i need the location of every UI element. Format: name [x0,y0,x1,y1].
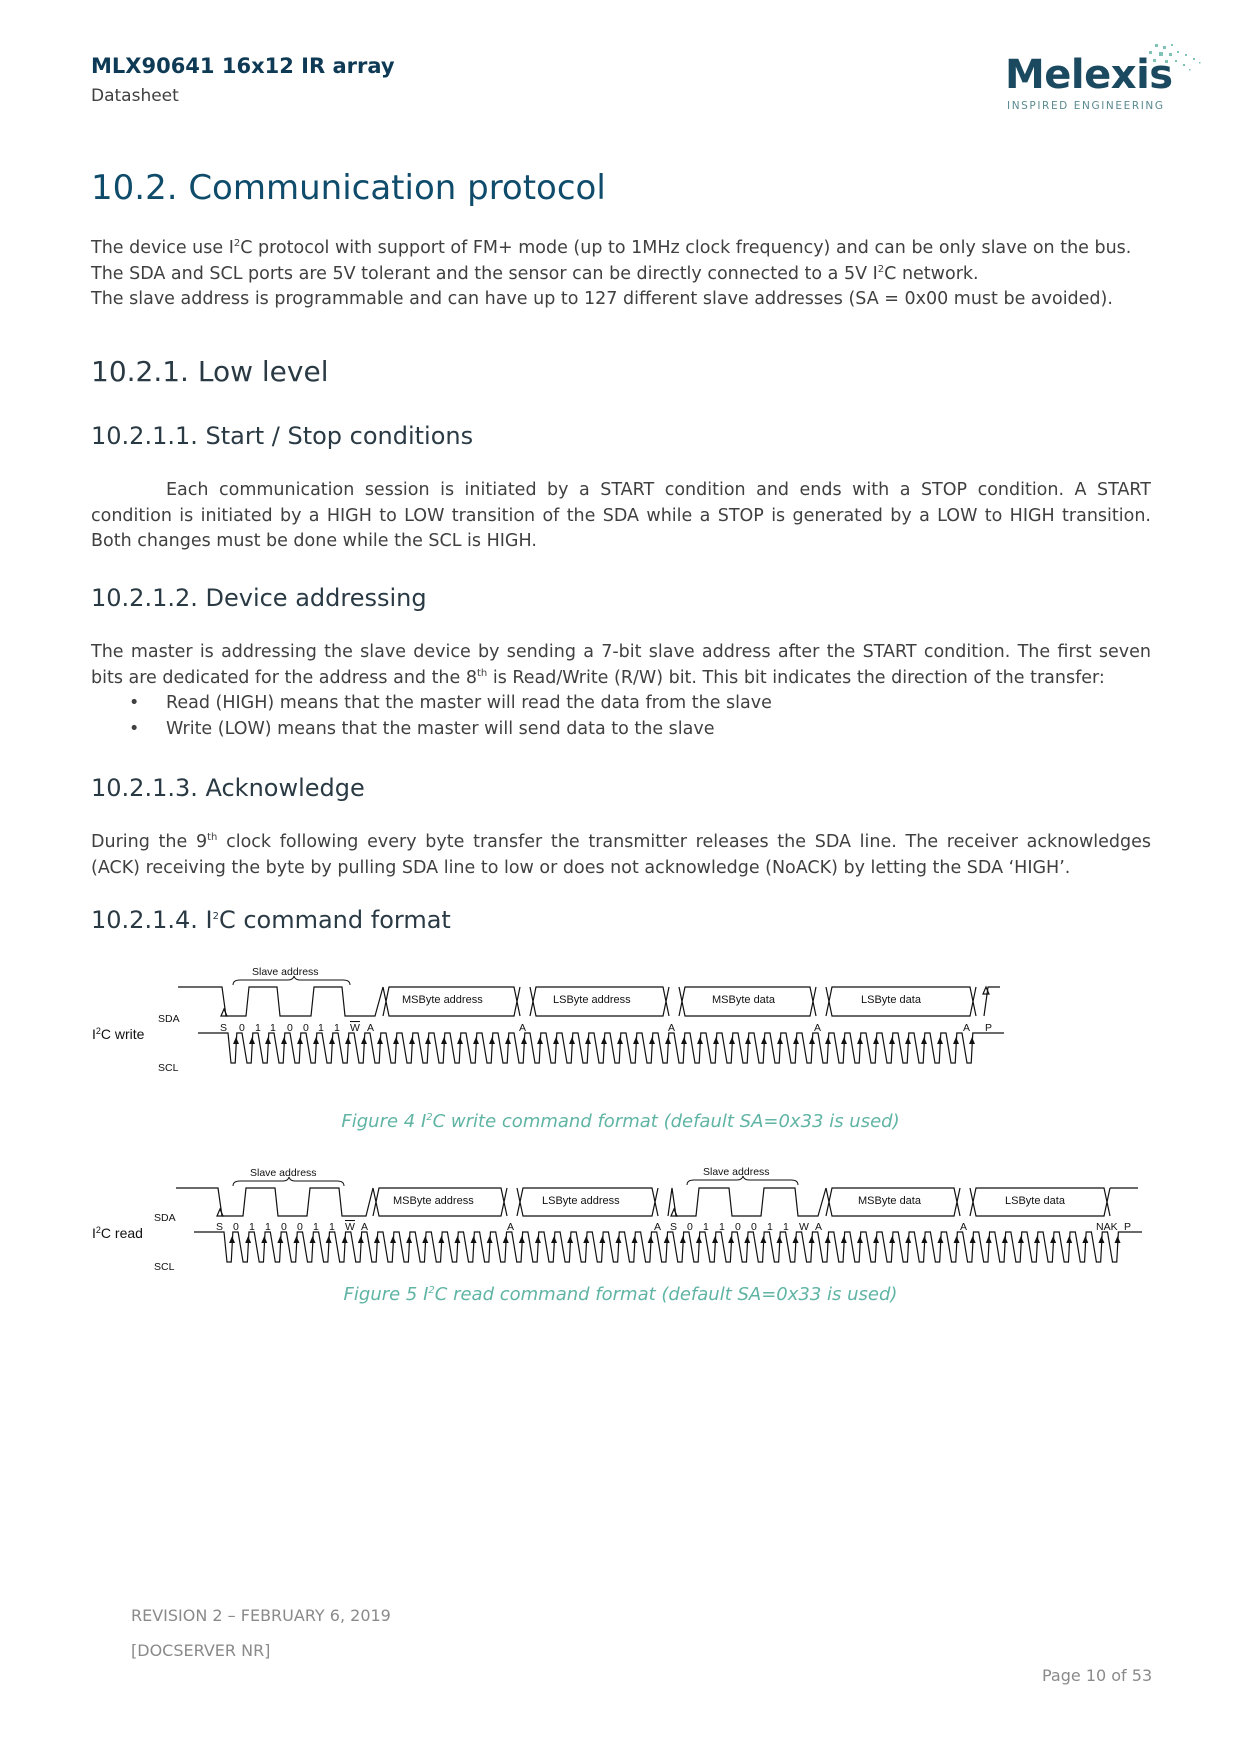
command-format-title-b: C command format [218,906,451,934]
document-title: MLX90641 16x12 IR array [91,54,395,78]
write-box-msbyte-data: MSByte data [712,994,775,1006]
write-label: $I^2C$ write [92,1026,145,1042]
write-bit: W [350,1022,360,1034]
i2c-write-diagram [0,960,1241,1090]
clock-arrow-icon [954,1236,960,1243]
clock-arrow-icon [425,1037,431,1044]
write-bit: S [220,1022,228,1034]
clock-arrow-icon [585,1037,591,1044]
clock-arrow-icon [745,1037,751,1044]
clock-arrow-icon [696,1236,702,1243]
write-box-msbyte-address: MSByte address [402,994,483,1006]
clock-arrow-icon [422,1236,428,1243]
clock-arrow-icon [454,1236,460,1243]
clock-arrow-icon [986,1236,992,1243]
intro-paragraph [91,236,1151,313]
intro-line3: The slave address is programmable and can have up to 127 different slave addresses (SA = 0x00 must be avoided). [91,289,1113,309]
clock-arrow-icon [233,1037,239,1044]
sda-waveform [176,1188,373,1216]
melexis-logo [1005,42,1205,117]
read-box-msbyte-data: MSByte data [858,1195,921,1207]
clock-arrow-icon [569,1037,575,1044]
clock-arrow-icon [729,1037,735,1044]
intro-sup: 2 [233,238,241,250]
clock-arrow-icon [921,1037,927,1044]
read-bit: A [815,1221,823,1233]
write-bit: 0 [303,1022,309,1034]
clock-arrow-icon [599,1236,605,1243]
write-box-lsbyte-address: LSByte address [553,994,631,1006]
clock-arrow-icon [776,1236,782,1243]
clock-arrow-icon [1034,1236,1040,1243]
acknowledge-paragraph [91,830,1151,881]
write-scl-line [198,1033,1004,1063]
clock-arrow-icon [313,1037,319,1044]
write-bit: 1 [255,1022,261,1034]
list-item: • Read (HIGH) means that the master will read the data from the slave [91,690,1151,716]
clock-arrow-icon [809,1236,815,1243]
clock-arrow-icon [393,1037,399,1044]
clock-arrow-icon [473,1037,479,1044]
clock-arrow-icon [281,1037,287,1044]
clock-arrow-icon [857,1037,863,1044]
clock-arrow-icon [793,1236,799,1243]
write-bit: 0 [239,1022,245,1034]
clock-arrow-icon [744,1236,750,1243]
clock-arrow-icon [681,1037,687,1044]
read-stop: P [1124,1221,1132,1233]
clock-arrow-icon [649,1037,655,1044]
logo-word: Melexis [1005,52,1173,98]
clock-arrow-icon [648,1236,654,1243]
addressing-sup: th [477,667,488,679]
write-bit: 1 [270,1022,276,1034]
clock-arrow-icon [377,1037,383,1044]
clock-arrow-icon [406,1236,412,1243]
clock-arrow-icon [793,1037,799,1044]
read-sda-label: SDA [154,1212,176,1224]
intro-line2-a: The SDA and SCL ports are 5V tolerant and the sensor can be directly connected to a 5V I [91,263,878,284]
clock-arrow-icon [310,1236,316,1243]
intro-line1-b: C protocol with support of FM+ mode (up to 1MHz clock frequency) and can be only slave on the bus. [240,238,1132,258]
clock-arrow-icon [760,1236,766,1243]
write-clock-arrows [233,1037,975,1044]
write-bit: 1 [334,1022,340,1034]
intro-line2-b: C network. [884,263,979,284]
read-slave-address-1-label: Slave address [250,1167,317,1179]
read-bit: W [799,1221,809,1233]
read-label: $I^2C$ read [92,1225,143,1241]
clock-arrow-icon [664,1236,670,1243]
clock-arrow-icon [713,1037,719,1044]
clock-arrow-icon [265,1037,271,1044]
clock-arrow-icon [551,1236,557,1243]
clock-arrow-icon [342,1236,348,1243]
clock-arrow-icon [889,1037,895,1044]
read-bit: 1 [329,1221,335,1233]
clock-arrow-icon [471,1236,477,1243]
read-bit: 1 [265,1221,271,1233]
clock-arrow-icon [293,1236,299,1243]
scl-waveform [198,1033,1004,1063]
read-bit: 0 [735,1221,741,1233]
clock-arrow-icon [857,1236,863,1243]
clock-arrow-icon [632,1236,638,1243]
figure-4-caption-a: Figure 4 I [341,1111,427,1132]
clock-arrow-icon [358,1236,364,1243]
read-box-lsbyte-address: LSByte address [542,1195,620,1207]
clock-arrow-icon [537,1037,543,1044]
clock-arrow-icon [229,1236,235,1243]
start-stop-paragraph: Each communication session is initiated by a START condition and ends with a STOP condition. A START condition is initiated by a HIGH to LOW transition of the SDA while a STOP is generated by a LOW to HIGH transition. Both changes must be done while the SCL is HIGH. [91,480,1151,551]
clock-arrow-icon [583,1236,589,1243]
write-bit: 0 [287,1022,293,1034]
clock-arrow-icon [761,1037,767,1044]
write-sda-label: SDA [158,1013,180,1025]
write-ack: A [814,1022,822,1034]
read-box-msbyte-address: MSByte address [393,1195,474,1207]
clock-arrow-icon [374,1236,380,1243]
heading-acknowledge: 10.2.1.3. Acknowledge [91,774,365,802]
clock-arrow-icon [457,1037,463,1044]
heading-device-addressing: 10.2.1.2. Device addressing [91,584,427,612]
i2c-read-diagram [0,1160,1241,1290]
figure-4-caption [0,1111,1241,1132]
read-sda-line [176,1188,1138,1216]
figure-4-sup: 2 [426,1112,433,1123]
clock-arrow-icon [889,1236,895,1243]
scl-waveform [194,1232,1142,1262]
figure-4-caption-b: C write command format (default SA=0x33 is used) [432,1111,900,1132]
read-bit-labels [216,1221,1131,1233]
read-bit: W [345,1221,355,1233]
clock-arrow-icon [841,1037,847,1044]
clock-arrow-icon [503,1236,509,1243]
heading-command-format [91,906,451,934]
document-subtitle: Datasheet [91,86,179,106]
clock-arrow-icon [261,1236,267,1243]
list-item: • Write (LOW) means that the master will send data to the slave [91,716,1151,742]
read-bit: 0 [687,1221,693,1233]
read-bit: 0 [297,1221,303,1233]
addressing-text-b: is Read/Write (R/W) bit. This bit indicates the direction of the transfer: [487,667,1105,688]
read-ack: A [507,1221,515,1233]
read-bit: 1 [783,1221,789,1233]
read-bit: S [670,1221,678,1233]
clock-arrow-icon [519,1236,525,1243]
clock-arrow-icon [535,1236,541,1243]
clock-arrow-icon [1050,1236,1056,1243]
clock-arrow-icon [1066,1236,1072,1243]
clock-arrow-icon [841,1236,847,1243]
write-stop: P [985,1022,993,1034]
clock-arrow-icon [680,1236,686,1243]
subsection-title-low-level: 10.2.1. Low level [91,355,329,388]
footer-docserver: [DOCSERVER NR] [131,1641,271,1660]
read-box-lsbyte-data: LSByte data [1005,1195,1065,1207]
read-bit: 1 [249,1221,255,1233]
figure-5-caption [0,1284,1241,1305]
clock-arrow-icon [905,1037,911,1044]
logo-tagline: INSPIRED ENGINEERING [1007,100,1165,112]
read-bit: 0 [751,1221,757,1233]
figure-5-sup: 2 [428,1285,435,1296]
section-title: 10.2. Communication protocol [91,168,606,208]
clock-arrow-icon [809,1037,815,1044]
clock-arrow-icon [329,1037,335,1044]
clock-arrow-icon [441,1037,447,1044]
clock-arrow-icon [1082,1236,1088,1243]
clock-arrow-icon [633,1037,639,1044]
read-scl-line [194,1232,1142,1262]
clock-arrow-icon [1098,1236,1104,1243]
clock-arrow-icon [553,1037,559,1044]
clock-arrow-icon [921,1236,927,1243]
clock-arrow-icon [712,1236,718,1243]
clock-arrow-icon [361,1037,367,1044]
clock-arrow-icon [249,1037,255,1044]
clock-arrow-icon [601,1037,607,1044]
clock-arrow-icon [825,1236,831,1243]
footer-revision: REVISION 2 – FEBRUARY 6, 2019 [131,1606,391,1625]
sda-waveform [178,987,383,1016]
clock-arrow-icon [937,1037,943,1044]
sda-stop [984,987,1000,1016]
acknowledge-text-b: clock following every byte transfer the transmitter releases the SDA line. The receiver acknowledges (ACK) receiving the byte by pulling SDA line to low or does not acknowledge (NoACK) by letting the SDA ‘HIGH’. [91,832,1151,878]
clock-arrow-icon [217,1209,223,1216]
write-bit: A [367,1022,375,1034]
read-slave-address-2-label: Slave address [703,1166,770,1178]
clock-arrow-icon [326,1236,332,1243]
clock-arrow-icon [1115,1236,1121,1243]
clock-arrow-icon [409,1037,415,1044]
read-bit: S [216,1221,224,1233]
read-ack: A [960,1221,968,1233]
clock-arrow-icon [970,1236,976,1243]
acknowledge-text-a: During the 9 [91,832,208,852]
clock-arrow-icon [521,1037,527,1044]
sda-waveform [668,1188,826,1216]
addressing-paragraph [91,640,1151,691]
clock-arrow-icon [671,1209,677,1216]
clock-arrow-icon [345,1037,351,1044]
clock-arrow-icon [937,1236,943,1243]
clock-arrow-icon [825,1037,831,1044]
clock-arrow-icon [489,1037,495,1044]
clock-arrow-icon [438,1236,444,1243]
figure-5-caption-b: C read command format (default SA=0x33 is used) [434,1284,898,1305]
clock-arrow-icon [277,1236,283,1243]
read-bit: A [361,1221,369,1233]
write-slave-address-label: Slave address [252,966,319,978]
clock-arrow-icon [777,1037,783,1044]
clock-arrow-icon [665,1037,671,1044]
clock-arrow-icon [1002,1236,1008,1243]
clock-arrow-icon [969,1037,975,1044]
write-bit-labels [220,1022,992,1034]
clock-arrow-icon [487,1236,493,1243]
clock-arrow-icon [297,1037,303,1044]
command-format-title-a: 10.2.1.4. I [91,906,213,934]
clock-arrow-icon [905,1236,911,1243]
clock-arrow-icon [221,1009,227,1016]
read-bit: 1 [767,1221,773,1233]
read-nak: NAK [1096,1221,1118,1233]
command-format-sup: 2 [212,911,219,922]
clock-arrow-icon [245,1236,251,1243]
clock-arrow-icon [567,1236,573,1243]
clock-arrow-icon [390,1236,396,1243]
intro-line1-a: The device use I [91,238,234,258]
clock-arrow-icon [697,1037,703,1044]
read-ack: A [654,1221,662,1233]
read-bit: 0 [233,1221,239,1233]
acknowledge-sup: th [207,832,218,844]
read-bit: 1 [703,1221,709,1233]
clock-arrow-icon [617,1037,623,1044]
write-ack: A [963,1022,971,1034]
addressing-bullets [91,690,1151,742]
clock-arrow-icon [953,1037,959,1044]
addressing-text-a: The master is addressing the slave device by sending a 7-bit slave address after the START condition. The first seven bits are dedicated for the address and the 8 [91,642,1151,688]
read-scl-label: SCL [154,1261,175,1273]
clock-arrow-icon [505,1037,511,1044]
clock-arrow-icon [728,1236,734,1243]
clock-arrow-icon [873,1236,879,1243]
read-bit: 1 [719,1221,725,1233]
write-ack: A [519,1022,527,1034]
write-box-lsbyte-data: LSByte data [861,994,921,1006]
write-bit: 1 [318,1022,324,1034]
footer-page-number: Page 10 of 53 [1042,1666,1153,1685]
write-scl-label: SCL [158,1062,179,1074]
clock-arrow-icon [615,1236,621,1243]
clock-arrow-icon [1018,1236,1024,1243]
write-ack: A [668,1022,676,1034]
intro-sup-2: 2 [877,263,885,275]
figure-5-caption-a: Figure 5 I [343,1284,429,1305]
clock-arrow-icon [873,1037,879,1044]
read-bit: 0 [281,1221,287,1233]
heading-start-stop: 10.2.1.1. Start / Stop conditions [91,422,474,450]
read-bit: 1 [313,1221,319,1233]
